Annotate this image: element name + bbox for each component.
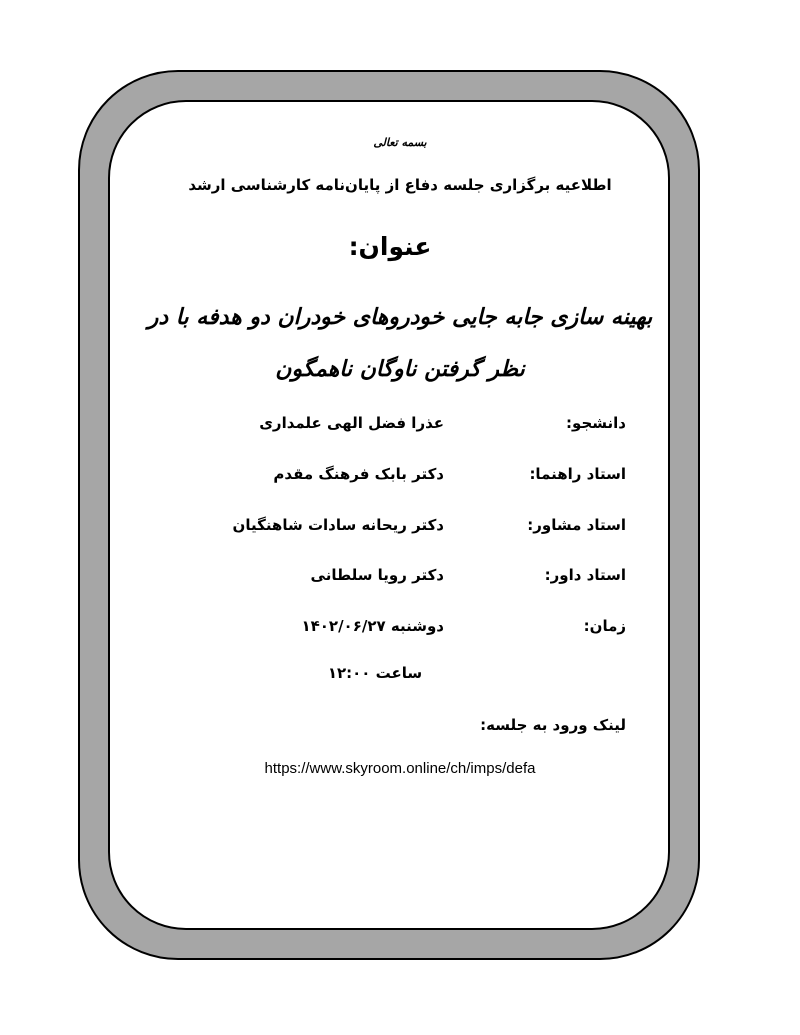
thesis-title: بهینه سازی جابه جایی خودروهای خودران دو هدفه با در نظر گرفتن ناوگان ناهمگون [147,305,653,382]
link-label: لینک ورود به جلسه: [480,716,626,734]
advisor-value: دکتر بابک فرهنگ مقدم [273,465,444,483]
student-value: عذرا فضل الهی علمداری [259,414,444,432]
consultant-value: دکتر ریحانه سادات شاهنگیان [232,516,444,534]
inner-white-panel [108,100,670,930]
consultant-label: استاد مشاور: [527,516,626,534]
student-label: دانشجو: [566,414,626,432]
referee-value: دکتر رویا سلطانی [310,566,444,584]
time-label: زمان: [583,617,626,635]
date-value: دوشنبه ۱۴۰۲/۰۶/۲۷ [301,617,444,635]
advisor-label: استاد راهنما: [529,465,626,483]
basmala-heading: بسمه تعالی [373,136,427,149]
referee-label: استاد داور: [544,566,626,584]
announcement-heading: اطلاعیه برگزاری جلسه دفاع از پایان‌نامه کارشناسی ارشد [188,176,612,194]
title-label: عنوان: [348,232,432,261]
hour-value: ساعت ۱۲:۰۰ [327,664,423,682]
session-link[interactable]: https://www.skyroom.online/ch/imps/defa [264,760,536,777]
